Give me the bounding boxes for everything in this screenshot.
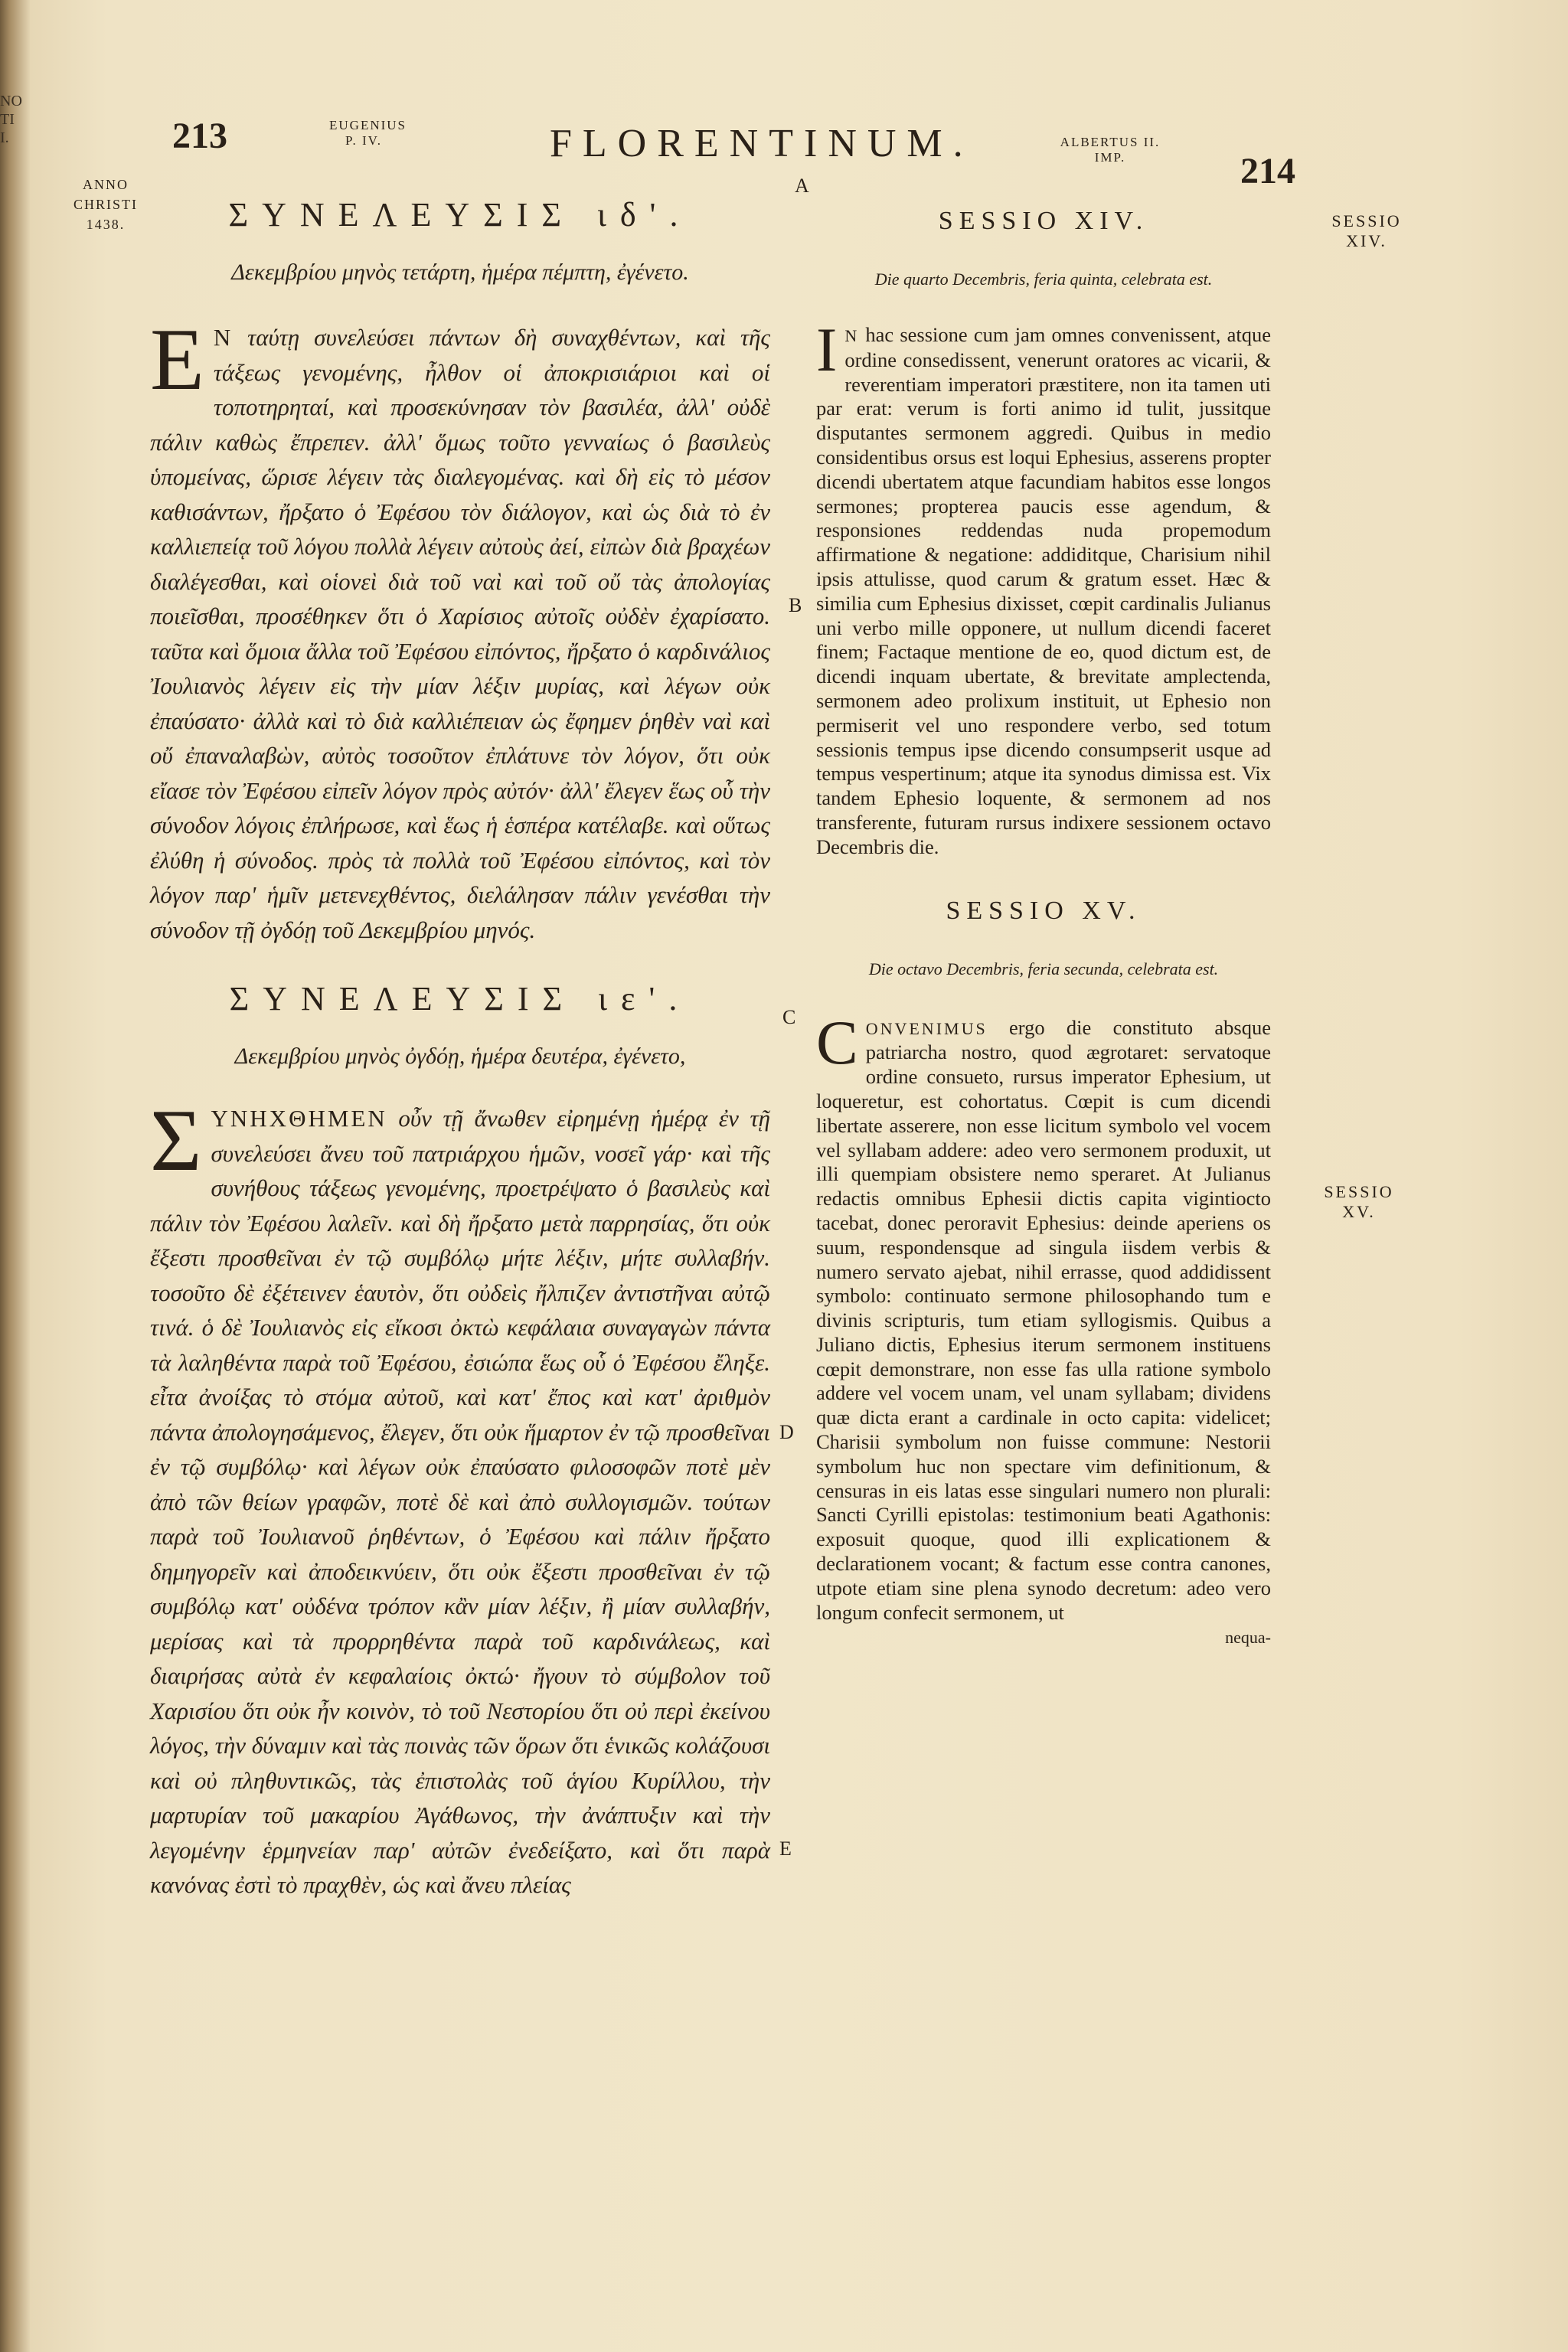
catchword: nequa- bbox=[1225, 1628, 1271, 1648]
greek-lead-2: ΥΝΗΧΘΗΜΕΝ bbox=[211, 1105, 387, 1132]
anno-line-3: 1438. bbox=[86, 217, 126, 232]
greek-drop-cap-2: Σ bbox=[150, 1092, 202, 1190]
latin-column bbox=[816, 207, 1271, 1648]
greek-session-14-date: Δεκεμβρίου μηνὸς τετάρτη, ἡμέρα πέμπτη, ἐγένετο. bbox=[231, 260, 689, 285]
latin-drop-cap-1: I bbox=[816, 315, 838, 384]
greek-session-14-text bbox=[150, 311, 770, 947]
pope-heading bbox=[329, 118, 407, 149]
emperor-line-2: IMP. bbox=[1094, 150, 1126, 165]
left-page-number: 213 bbox=[172, 116, 227, 156]
greek-paragraph-2: οὖν τῇ ἄνωθεν εἰρημένῃ ἡμέρᾳ ἐν τῇ συνελεύσει ἄνευ τοῦ πατριάρχου ἡμῶν, νοσεῖ γάρ· καὶ τῆς συνήθους τάξεως γενομένης, προετρέψατο ὁ βασιλεὺς καὶ πάλιν τὸν Ἐφέσου λαλεῖν. καὶ δὴ ἤρξατο μετὰ παρρησίας, ὅτι οὐκ ἔξεστι προσθεῖναι ἐν τῷ συμβόλῳ μήτε λέξιν, μήτε συλλαβήν. τοσοῦτο δὲ ἐξέτεινεν ἑαυτὸν, ὅτι οὐδεὶς ἤλπιζεν ἀντιστῆναι αὐτῷ τινά. ὁ δὲ Ἰουλιανὸς εἰς εἴκοσι ὀκτὼ κεφάλαια συναγαγὼν πάντα τὰ λαληθέντα παρὰ τοῦ Ἐφέσου, ἐσιώπα ἕως οὗ ὁ Ἐφέσου ἔληξε. εἶτα ἀνοίξας τὸ στόμα αὐτοῦ, καὶ κατ' ἔπος καὶ κατ' ἀριθμὸν πάντα ἀπολογησάμενος, ἔλεγεν, ὅτι οὐκ ἥμαρτον ἐν τῷ προσθεῖναι ἐν τῷ συμβόλῳ· καὶ λέγων οὐκ ἐπαύσατο φιλοσοφῶν ποτὲ μὲν ἀπὸ τῶν θείων γραφῶν, ποτὲ δὲ καὶ ἀπὸ συλλογισμῶν. τούτων παρὰ τοῦ Ἰουλιανοῦ ῥηθέντων, ὁ Ἐφέσου καὶ πάλιν ἤρξατο δημηγορεῖν καὶ ἀποδεικνύειν, ὅτι οὐκ ἔξεστι προσθεῖναι ἐν τῷ συμβόλῳ κατ' οὐδένα τρόπον κἂν μίαν λέξιν, ἢ μίαν συλλαβήν, μερίσας καὶ τὰ προρρηθέντα παρὰ τοῦ καρδινάλεως, καὶ διαιρήσας αὐτὰ ἐν κεφαλαίοις ὀκτώ· ἤγουν τὸ σύμβολον τοῦ Χαρισίου ὅτι οὐκ ἦν κοινὸν, τὸ τοῦ Νεστορίου ὅτι οὐ περὶ ἐκείνου λόγος, τὴν δύναμιν καὶ τὰς ποινὰς τῶν ὅρων ὅτι ἑνικῶς κολάζουσι καὶ οὐ πληθυντικῶς, τὰς ἐπιστολὰς τοῦ ἁγίου Κυρίλλου, τὴν μαρτυρίαν τοῦ μακαρίου Ἀγάθωνος, τὴν ἀνάπτυξιν καὶ τὴν λεγομένην ἑρμηνείαν παρ' αὐτῶν ἐνεδείξατο, καὶ ὅτι παρὰ κανόνας ἐστὶ τὸ πραχθὲν, ὡς καὶ ἄνευ πλείας bbox=[150, 1105, 770, 1898]
margin-sessio-15 bbox=[1302, 1182, 1416, 1222]
anno-christi-note bbox=[60, 175, 152, 234]
greek-paragraph-1: ταύτῃ συνελεύσει πάντων δὴ συναχθέντων, καὶ τῆς τάξεως γενομένης, ἦλθον οἱ ἀποκρισιάριοι καὶ οἱ τοποτηρηταί, καὶ προσεκύνησαν τὸν βασιλέα, ἀλλ' οὐδὲ πάλιν καθὼς ἔπρεπεν. ἀλλ' ὅμως τοῦτο γενναίως ὁ βασιλεὺς ὑπομείνας, ὥρισε λέγειν τὰς διαλεγομένας. καὶ δὴ εἰς τὸ μέσον καθισάντων, ἤρξατο ὁ Ἐφέσου τὸν διάλογον, καὶ ὡς διὰ τὸ ἐν καλλιεπείᾳ τοῦ λόγου πολλὰ λέγειν αὐτοὺς ἀεί, εἰπὼν διὰ βραχέων διαλέγεσθαι, καὶ οἱονεὶ διὰ τοῦ ναὶ καὶ τοῦ οὔ τὰς ἀπολογίας ποιεῖσθαι, προσέθηκεν ὅτι ὁ Χαρίσιος αὐτοῖς οὐδὲν ἐχαρίσατο. ταῦτα καὶ ὅμοια ἄλλα τοῦ Ἐφέσου εἰπόντος, ἤρξατο ὁ καρδινάλιος Ἰουλιανὸς λέγειν εἰς τὴν μίαν λέξιν μυρίας, καὶ λέγων οὐκ ἐπαύσατο· ἀλλὰ καὶ τὸ διὰ καλλιέπειαν ὡς ἔφημεν ῥηθὲν ναὶ καὶ οὔ ἐπαναλαβὼν, αὐτὸς τοσοῦτον ἐπλάτυνε τὸν λόγον, ὅτι οὐκ εἴασε τὸν Ἐφέσου εἰπεῖν λόγον πρὸς αὐτόν· ἀλλ' ἔλεγεν ἕως οὗ τὴν σύνοδον λόγοις ἐπλήρωσε, καὶ ἕως ἡ ἑσπέρα κατέλαβε. καὶ οὕτως ἐλύθη ἡ σύνοδος. πρὸς τὰ πολλὰ τοῦ Ἐφέσου εἰπόντος, καὶ τὸν λόγον παρ' ἡμῖν μετενεχθέντος, διελάλησαν πάλιν γενέσθαι τὴν σύνοδον τῇ ὀγδόῃ τοῦ Δεκεμβρίου μηνός. bbox=[150, 324, 770, 943]
greek-drop-cap-1: Ε bbox=[150, 311, 204, 409]
latin-lead-2: ONVENIMUS bbox=[865, 1018, 988, 1038]
latin-session-15-text bbox=[816, 1007, 1271, 1625]
sessio15-line-1: SESSIO bbox=[1324, 1182, 1394, 1201]
section-letter-e: E bbox=[779, 1838, 792, 1860]
latin-paragraph-1: hac sessione cum jam omnes convenissent, atque ordine consedissent, venerunt oratores ac vicarii, & reverentiam imperatori præstitere, non ita tamen uti par erat: verum is forti animo id tulit, jussitque disputantes sermonem aggredi. Quibus in medio considentibus orsus est loqui Ephesius, asserens propter dicendi ubertatem atque facundiam habitos esse longos sermones; propterea paucis esse agendum, & responsiones reddendas nuda propemodum affirmatione & negatione: addiditque, Charisium nihil ipsis attulisse, quod carum & gratum esset. Hæc & similia cum Ephesius dixisset, cœpit cardinalis Julianus uni verbo mille opponere, ut nullum dicendi faceret finem; Factaque mentione de eo, quod dictum est, de dicendi inquam ubertate, & brevitate amplectenda, sermonem adeo prolixum instituit, ut Ephesio non permiserit vel uno respondere verbo, sed totum sessionis tempus ipse dicendo consumpserit usque ad tempus vespertinum; atque ita synodus dimissa est. Vix tandem Ephesio loquente, & sermonem ad nos transferente, futuram rursus indixere sessionem octavo Decembris die. bbox=[816, 323, 1271, 858]
latin-drop-cap-2: C bbox=[816, 1007, 858, 1077]
emperor-line-1: ALBERTUS II. bbox=[1060, 135, 1161, 149]
running-title: FLORENTINUM. bbox=[550, 122, 974, 165]
greek-session-15-text bbox=[150, 1092, 770, 1903]
section-letter-d: D bbox=[779, 1421, 794, 1443]
greek-column bbox=[150, 195, 770, 1903]
latin-session-14-heading: SESSIO XIV. bbox=[938, 207, 1149, 235]
greek-lead-1: Ν bbox=[213, 324, 234, 351]
sessio14-line-2: XIV. bbox=[1346, 231, 1387, 250]
pope-line-1: EUGENIUS bbox=[329, 118, 407, 132]
emperor-heading bbox=[1018, 135, 1202, 165]
section-letter-a: A bbox=[795, 175, 809, 197]
sessio14-line-1: SESSIO bbox=[1331, 211, 1402, 230]
sessio15-line-2: XV. bbox=[1342, 1202, 1376, 1221]
latin-session-15-date: Die octavo Decembris, feria secunda, celebrata est. bbox=[868, 959, 1219, 978]
margin-sessio-14 bbox=[1309, 211, 1424, 251]
latin-paragraph-2: ergo die constituto absque patriarcha nostro, quod ægrotaret: servatoque ordine consueto, rursus imperator Ephesium, ut loqueretur, est cohortatus. Cœpit is cum dicendi libertate asserere, non esse licitum symbolo vel vocem vel syllabam addere: adeo vero sermonem produxit, ut illi quempiam obsistere nemo speraret. At Julianus redactis omnibus Ephesii dictis capita vigintiocto tacebat, donec peroravit Ephesius: deinde aperiens os suum, respondensque ad singula iisdem verbis & numero servato ajebat, nihil errasse, quod addidissent symbolo: continuato sermone philosophando tum e divinis scripturis, tum etiam syllogismis. Quibus a Juliano dictis, Ephesius iterum sermonem instituens cœpit demonstrare, non esse fas ulla ratione symbolo addere vel vocem unam, vel unam syllabam; dividens quæ dicta erant a cardinale in octo capita: videlicet; Charisii symbolum non fuisse commune: Nestorii symbolum huc non spectare vim definitionum, & censuras in eis latas esse singulari numero non plurali: Sancti Cyrilli epistolas: testimonium beati Agathonis: exposuit quoque, quod illi explicationem & declarationem vocant; & factum esse contra canones, utpote etiam sine plena synodo decretum: adeo vero longum confecit sermonem, ut bbox=[816, 1015, 1271, 1624]
greek-session-15-heading: ΣΥΝΕΛΕΥΣΙΣ ιε'. bbox=[229, 980, 691, 1018]
greek-session-15-date: Δεκεμβρίου μηνὸς ὀγδόῃ, ἡμέρα δευτέρα, ἐγένετο, bbox=[234, 1044, 686, 1069]
section-letter-b: B bbox=[789, 594, 802, 616]
latin-session-14-text bbox=[816, 315, 1271, 860]
greek-session-14-heading: ΣΥΝΕΛΕΥΣΙΣ ιδ'. bbox=[228, 196, 692, 234]
anno-line-1: ANNO bbox=[83, 177, 129, 192]
pope-line-2: P. IV. bbox=[345, 133, 383, 148]
previous-page-edge: NO TI I. bbox=[0, 93, 22, 146]
section-letter-c: C bbox=[782, 1006, 796, 1028]
latin-lead-1: N bbox=[844, 326, 860, 345]
latin-session-15-heading: SESSIO XV. bbox=[946, 896, 1142, 925]
anno-line-2: CHRISTI bbox=[73, 197, 138, 212]
right-page-number: 214 bbox=[1240, 151, 1295, 191]
latin-session-14-date: Die quarto Decembris, feria quinta, celebrata est. bbox=[874, 270, 1213, 289]
